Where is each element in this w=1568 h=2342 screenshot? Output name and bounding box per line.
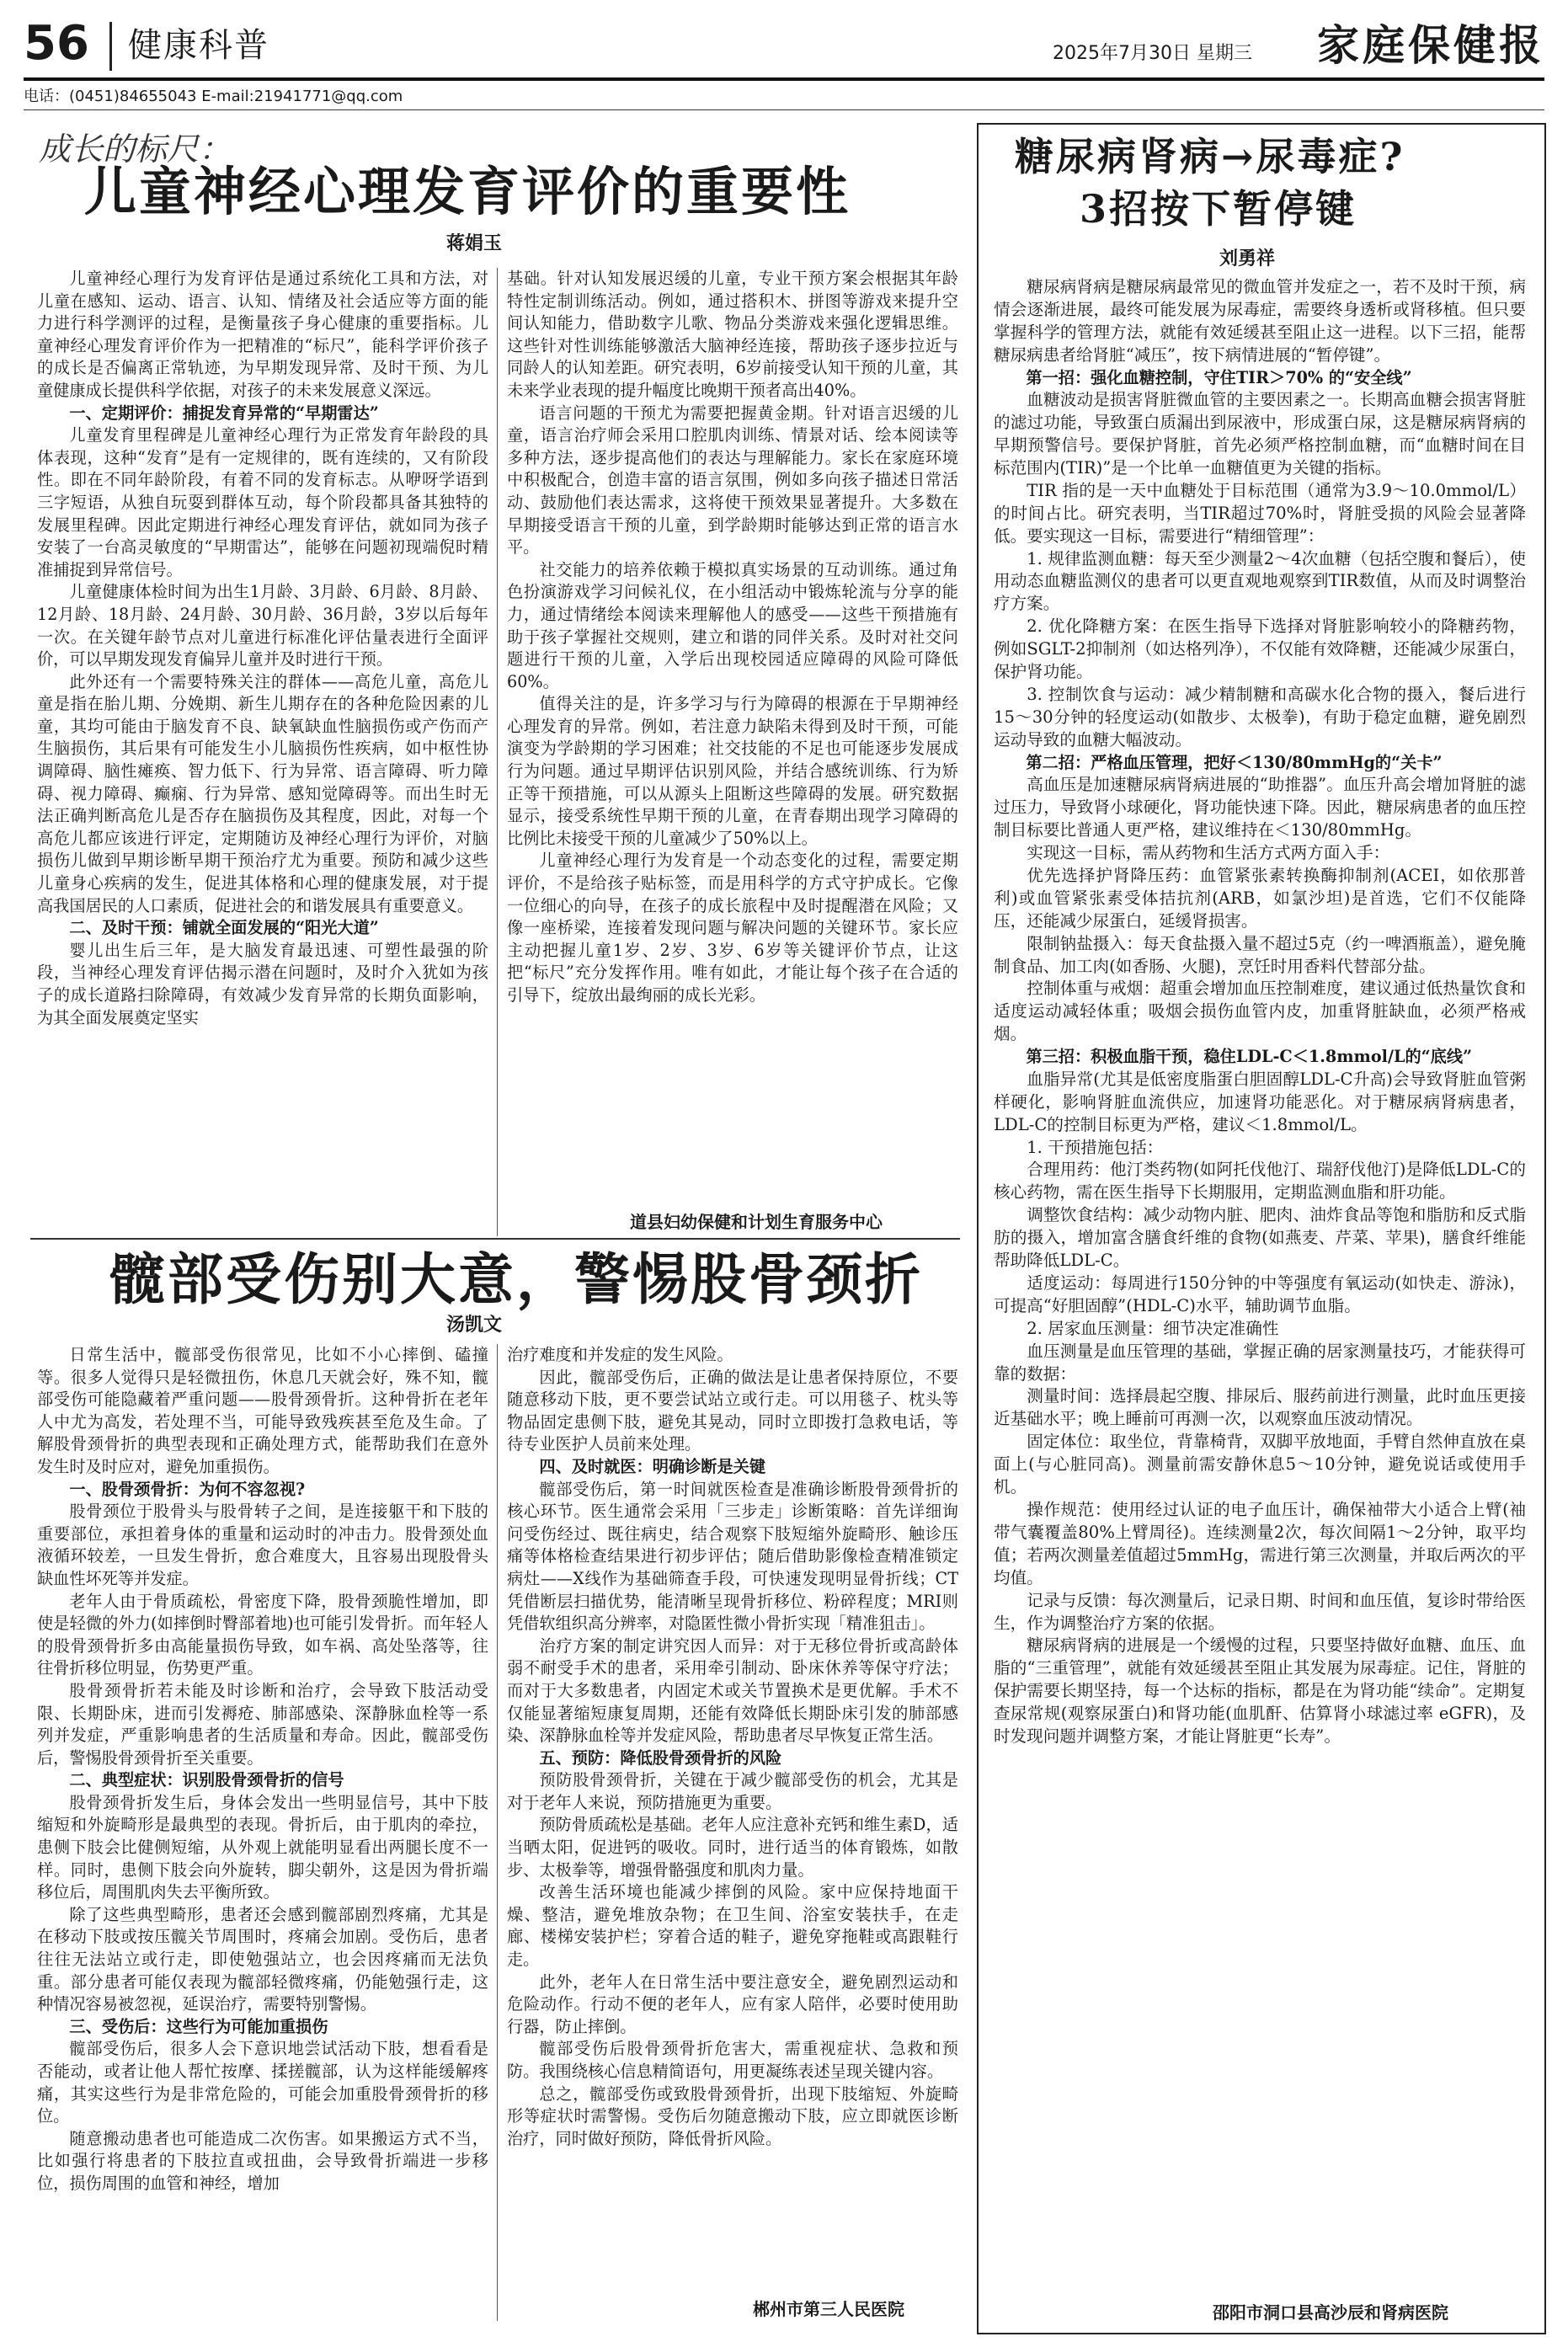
page-number: 56 — [24, 16, 89, 71]
section-title: 健康科普 — [128, 26, 269, 65]
paragraph: 社交能力的培养依赖于模拟真实场景的互动训练。通过角色扮演游戏学习问候礼仪，在小组活动中锻炼轮流与分享的能力，通过情绪绘本阅读来理解他人的感受——这些干预措施有助于孩子掌握社交规则，建立和谐的同伴关系。及时对社交问题进行干预的儿童，入学后出现校园适应障碍的风险可降低60%。 — [507, 559, 958, 691]
section-heading: 二、及时干预：铺就全面发展的“阳光大道” — [69, 918, 379, 938]
article1-column-1 — [37, 268, 488, 1236]
paragraph: 随意搬动患者也可能造成二次伤害。如果搬运方式不当，比如强行将患者的下肢拉直或扭曲，会导致骨折端进一步移位，损伤周围的血管和神经，增加 — [37, 2128, 488, 2193]
paragraph: 预防股骨颈骨折，关键在于减少髋部受伤的机会，尤其是对于老年人来说，预防措施更为重要。 — [507, 1770, 958, 1812]
article3-body — [994, 276, 1526, 2289]
article1-source: 道县妇幼保健和计划生育服务中心 — [630, 1212, 883, 1232]
paragraph: 限制钠盐摄入：每天食盐摄入量不超过5克（约一啤酒瓶盖），避免腌制食品、加工肉(如香肠、火腿)，烹饪时用香料代替部分盐。 — [994, 933, 1526, 976]
masthead — [24, 17, 1544, 76]
paragraph: 总之，髋部受伤或致股骨颈骨折，出现下肢缩短、外旋畸形等症状时需警惕。受伤后勿随意搬动下肢，应立即就医诊断治疗，同时做好预防，降低骨折风险。 — [507, 2083, 958, 2148]
article1-kicker: 成长的标尺： — [39, 131, 232, 168]
paragraph: 糖尿病肾病是糖尿病最常见的微血管并发症之一，若不及时干预，病情会逐渐进展，最终可能发展为尿毒症，需要终身透析或肾移植。但只要掌握科学的管理方法，就能有效延缓甚至阻止这一进程。以下三招，能帮糖尿病患者给肾脏“减压”，按下病情进展的“暂停键”。 — [994, 277, 1526, 365]
paragraph: 血糖波动是损害肾脏微血管的主要因素之一。长期高血糖会损害肾脏的滤过功能，导致蛋白质漏出到尿液中，形成蛋白尿，这是糖尿病肾病的早期预警信号。要保护肾脏，首先必须严格控制血糖，而“血糖时间在目标范围内(TIR)”是一个比单一血糖值更为关键的指标。 — [994, 390, 1526, 477]
section-heading: 三、受伤后：这些行为可能加重损伤 — [69, 2016, 328, 2036]
paragraph: 儿童神经心理行为发育是一个动态变化的过程，需要定期评价，不是给孩子贴标签，而是用科学的方式守护成长。它像一位细心的向导，在孩子的成长旅程中及时提醒潜在风险；又像一座桥梁，连接着发现问题与解决问题的关键环节。家长应主动把握儿童1岁、2岁、3岁、6岁等关键评价节点，让这把“标尺”充分发挥作用。唯有如此，才能让每个孩子在合适的引导下，绽放出最绚丽的成长光彩。 — [507, 851, 958, 1005]
paragraph: 实现这一目标，需从药物和生活方式两方面入手： — [1027, 843, 1390, 863]
contact-info: 电话：(0451)84655043 E-mail:21941771@qq.com — [24, 88, 403, 105]
paragraph: 高血压是加速糖尿病肾病进展的“助推器”。血压升高会增加肾脏的滤过压力，导致肾小球硬化，肾功能快速下降。因此，糖尿病患者的血压控制目标要比普通人更严格，建议维持在＜130/80mmHg。 — [994, 775, 1526, 840]
paragraph: 2. 居家血压测量：细节决定准确性 — [1027, 1318, 1279, 1338]
paragraph: 治疗方案的制定讲究因人而异：对于无移位骨折或高龄体弱不耐受手术的患者，采用牵引制动、卧床休养等保守疗法；而对于大多数患者，内固定术或关节置换术是更优解。手术不仅能显著缩短康复周期，还能有效降低长期卧床引发的肺部感染、深静脉血栓等并发症风险，帮助患者尽早恢复正常生活。 — [507, 1635, 958, 1746]
paragraph: 值得关注的是，许多学习与行为障碍的根源在于早期神经心理发育的异常。例如，若注意力缺陷未得到及时干预，可能演变为学龄期的学习困难；社交技能的不足也可能逐步发展成行为问题。通过早期评估识别风险，并结合感统训练、行为矫正等干预措施，可以从源头上阻断这些障碍的发展。研究数据显示，接受系统性早期干预的儿童，在青春期出现学习障碍的比例比未接受干预的儿童减少了50%以上。 — [507, 694, 958, 848]
paragraph: 除了这些典型畸形，患者还会感到髋部剧烈疼痛，尤其是在移动下肢或按压髋关节周围时，疼痛会加剧。受伤后，患者往往无法站立或行走，即使勉强站立，也会因疼痛而无法负重。部分患者可能仅表现为髋部轻微疼痛，仍能勉强行走，这种情况容易被忽视，延误治疗，需要特别警惕。 — [37, 1904, 488, 2014]
contact-rule — [24, 109, 1544, 110]
section-heading: 第一招：强化血糖控制，守住TIR＞70% 的“安全线” — [1026, 367, 1412, 387]
paragraph: TIR 指的是一天中血糖处于目标范围（通常为3.9～10.0mmol/L）的时间占比。研究表明，当TIR超过70%时，肾脏受损的风险会显著降低。要实现这一目标，需要进行“精细管理”： — [994, 480, 1526, 546]
paragraph: 调整饮食结构：减少动物内脏、肥肉、油炸食品等饱和脂肪和反式脂肪的摄入，增加富含膳食纤维的食物(如燕麦、芹菜、苹果)，膳食纤维能帮助降低LDL-C。 — [994, 1205, 1526, 1271]
paragraph: 1. 规律监测血糖：每天至少测量2～4次血糖（包括空腹和餐后），使用动态血糖监测仪的患者可以更直观地观察到TIR数值，从而及时调整治疗方案。 — [994, 548, 1526, 614]
paragraph: 操作规范：使用经过认证的电子血压计，确保袖带大小适合上臂(袖带气囊覆盖80%上臂周径)。连续测量2次，每次间隔1～2分钟，取平均值；若两次测量差值超过5mmHg，需进行第三次测量，并取后两次的平均值。 — [994, 1500, 1526, 1587]
paragraph: 此外，老年人在日常生活中要注意安全，避免剧烈运动和危险动作。行动不便的老年人，应有家人陪伴，必要时使用助行器，防止摔倒。 — [507, 1971, 958, 2036]
section-heading: 第二招：严格血压管理，把好＜130/80mmHg的“关卡” — [1026, 752, 1443, 772]
article2-column-1 — [37, 1344, 488, 2321]
article3-byline: 刘勇祥 — [1219, 248, 1276, 269]
paragraph: 2. 优化降糖方案：在医生指导下选择对肾脏影响较小的降糖药物，例如SGLT-2抑制剂（如达格列净），不仅能有效降糖，还能减少尿蛋白，保护肾功能。 — [994, 616, 1526, 682]
paragraph: 此外还有一个需要特殊关注的群体——高危儿童，高危儿童是指在胎儿期、分娩期、新生儿期存在的各种危险因素的儿童，其均可能由于脑发育不良、缺氧缺血性脑损伤或产伤而产生脑损伤，其后果有可能发生小儿脑损伤性疾病，如中枢性协调障碍、脑性瘫痪、智力低下、行为异常、语言障碍、听力障碍、视力障碍、癫痫、行为异常、感知觉障碍等。而出生时无法正确判断高危儿是否存在脑损伤及其程度，因此，对每一个高危儿都应该进行评定，定期随访及神经心理行为评价，对脑损伤儿做到早期诊断早期干预治疗尤为重要。预防和减少这些儿童身心疾病的发生，促进其体格和心理的健康发展，对于提高我国居民的人口素质，促进社会的和谐发展具有重要意义。 — [37, 671, 488, 915]
paragraph: 3. 控制饮食与运动：减少精制糖和高碳水化合物的摄入，餐后进行15～30分钟的轻度运动(如散步、太极拳)，有助于稳定血糖，避免剧烈运动导致的血糖大幅波动。 — [994, 685, 1526, 750]
article1-title: 儿童神经心理发育评价的重要性 — [84, 161, 851, 222]
paragraph: 语言问题的干预尤为需要把握黄金期。针对语言迟缓的儿童，语言治疗师会采用口腔肌肉训练、情景对话、绘本阅读等多种方法，逐步提高他们的表达与理解能力。家长在家庭环境中积极配合，创造丰富的语言氛围，例如多向孩子描述日常活动、鼓励他们表达需求，这将使干预效果显著提升。大多数在早期接受语言干预的儿童，到学龄期时能够达到正常的语言水平。 — [507, 403, 958, 557]
paragraph: 日常生活中，髋部受伤很常见，比如不小心摔倒、磕撞等。很多人觉得只是轻微扭伤，休息几天就会好，殊不知，髋部受伤可能隐藏着严重问题——股骨颈骨折。这种骨折在老年人中尤为高发，若处理不当，可能导致残疾甚至危及生命。了解股骨颈骨折的典型表现和正确处理方式，能帮助我们在意外发生时及时应对，避免加重损伤。 — [37, 1345, 488, 1476]
article3-title-line2: 3招按下暂停键 — [1080, 186, 1357, 232]
paragraph: 髋部受伤后股骨颈骨折危害大，需重视症状、急救和预防。我围绕核心信息精简语句，用更凝练表述呈现关键内容。 — [507, 2039, 958, 2081]
header-rule — [24, 77, 1544, 81]
article2-byline: 汤凯文 — [446, 1315, 503, 1336]
paragraph: 基础。针对认知发展迟缓的儿童，专业干预方案会根据其年龄特性定制训练活动。例如，通过搭积木、拼图等游戏来提升空间认知能力，借助数字儿歌、物品分类游戏来强化逻辑思维。这些针对性训练能够激活大脑神经连接，帮助孩子逐步拉近与同龄人的认知差距。研究表明，6岁前接受认知干预的儿童，其未来学业表现的提升幅度比晚期干预者高出40%。 — [507, 269, 958, 400]
paragraph: 治疗难度和并发症的发生风险。 — [507, 1345, 733, 1364]
paragraph: 儿童发育里程碑是儿童神经心理行为正常发育年龄段的具体表现，这种“发育”是有一定规律的，既有连续的，又有阶段性。即在不同年龄阶段，有着不同的发育标志。从咿呀学语到三字短语，从独自玩耍到群体互动，每个阶段都具备其独特的发展里程碑。因此定期进行神经心理发育评估，就如同为孩子安装了一台高灵敏度的“早期雷达”，能够在问题初现端倪时精准捕捉到异常信号。 — [37, 425, 488, 579]
paragraph: 股骨颈位于股骨头与股骨转子之间，是连接躯干和下肢的重要部位，承担着身体的重量和运动时的冲击力。股骨颈处血液循环较差，一旦发生骨折，愈合难度大，且容易出现股骨头缺血性坏死等并发症。 — [37, 1502, 488, 1588]
paragraph: 合理用药：他汀类药物(如阿托伐他汀、瑞舒伐他汀)是降低LDL-C的核心药物，需在医生指导下长期服用，定期监测血脂和肝功能。 — [994, 1160, 1526, 1203]
issue-date: 2025年7月30日 星期三 — [1053, 43, 1252, 64]
section-heading: 五、预防：降低股骨颈骨折的风险 — [539, 1747, 782, 1768]
paragraph: 血压测量是血压管理的基础，掌握正确的居家测量技巧，才能获得可靠的数据： — [994, 1341, 1526, 1384]
article2-column-2 — [507, 1344, 958, 2286]
paragraph: 预防骨质疏松是基础。老年人应注意补充钙和维生素D，适当晒太阳，促进钙的吸收。同时，进行适当的体育锻炼，如散步、太极拳等，增强骨骼强度和肌肉力量。 — [507, 1815, 958, 1880]
article2-title: 髋部受伤别大意，警惕股骨颈折 — [109, 1246, 923, 1312]
paragraph: 髋部受伤后，很多人会下意识地尝试活动下肢，想看看是否能动，或者让他人帮忙按摩、揉搓髋部，认为这样能缓解疼痛，其实这些行为是非常危险的，可能会加重股骨颈骨折的移位。 — [37, 2039, 488, 2126]
paragraph: 固定体位：取坐位，背靠椅背，双脚平放地面，手臂自然伸直放在桌面上(与心脏同高)。测量前需安静休息5～10分钟，避免说话或使用手机。 — [994, 1432, 1526, 1497]
paragraph: 适度运动：每周进行150分钟的中等强度有氧运动(如快走、游泳)，可提高“好胆固醇”(HDL-C)水平，辅助调节血脂。 — [994, 1272, 1526, 1315]
paragraph: 1. 干预措施包括： — [1027, 1137, 1164, 1157]
paragraph: 血脂异常(尤其是低密度脂蛋白胆固醇LDL-C升高)会导致肾脏血管粥样硬化，影响肾脏血流供应，加速肾功能恶化。对于糖尿病肾病患者，LDL-C的控制目标更为严格，建议＜1.8mmol/L。 — [994, 1069, 1526, 1134]
paragraph: 记录与反馈：每次测量后，记录日期、时间和血压值，复诊时带给医生，作为调整治疗方案的依据。 — [994, 1590, 1526, 1633]
article-separator — [30, 1238, 960, 1240]
article1-byline: 蒋娟玉 — [446, 233, 503, 254]
article1-column-divider — [497, 268, 498, 1236]
section-heading: 二、典型症状：识别股骨颈骨折的信号 — [69, 1770, 344, 1790]
article3-title-line1: 糖尿病肾病→尿毒症? — [1015, 134, 1405, 179]
paragraph: 股骨颈骨折发生后，身体会发出一些明显信号，其中下肢缩短和外旋畸形是最典型的表现。骨折后，由于肌肉的牵拉，患侧下肢会比健侧短缩，从外观上就能明显看出两腿长度不一样。同时，患侧下肢会向外旋转，脚尖朝外，这是因为骨折端移位后，周围肌肉失去平衡所致。 — [37, 1792, 488, 1902]
section-heading: 一、定期评价：捕捉发育异常的“早期雷达” — [69, 403, 379, 423]
paragraph: 改善生活环境也能减少摔倒的风险。家中应保持地面干燥、整洁，避免堆放杂物；在卫生间、浴室安装扶手，在走廊、楼梯安装护栏；穿着合适的鞋子，避免穿拖鞋或高跟鞋行走。 — [507, 1882, 958, 1970]
article1-column-2 — [507, 268, 958, 1236]
paragraph: 股骨颈骨折若未能及时诊断和治疗，会导致下肢活动受限、长期卧床，进而引发褥疮、肺部感染、深静脉血栓等一系列并发症，严重影响患者的生活质量和寿命。因此，髋部受伤后，警惕股骨颈骨折至关重要。 — [37, 1680, 488, 1768]
paragraph: 优先选择护肾降压药：血管紧张素转换酶抑制剂(ACEI，如依那普利)或血管紧张素受体拮抗剂(ARB，如氯沙坦)是首选，它们不仅能降压，还能减少尿蛋白，延缓肾损害。 — [994, 865, 1526, 931]
paragraph: 老年人由于骨质疏松，骨密度下降，股骨颈脆性增加，即使是轻微的外力(如摔倒时臀部着地)也可能引发骨折。而年轻人的股骨颈骨折多由高能量损伤导致，如车祸、高处坠落等，往往骨折移位明显，伤势更严重。 — [37, 1591, 488, 1678]
section-heading: 一、股骨颈骨折：为何不容忽视? — [69, 1479, 306, 1499]
paragraph: 测量时间：选择晨起空腹、排尿后、服药前进行测量，此时血压更接近基础水平；晚上睡前可再测一次，以观察血压波动情况。 — [994, 1386, 1526, 1429]
section-heading: 四、及时就医：明确诊断是关键 — [539, 1456, 766, 1476]
paragraph: 婴儿出生后三年，是大脑发育最迅速、可塑性最强的阶段，当神经心理发育评估揭示潜在问题时，及时介入犹如为孩子的成长道路扫除障碍，有效减少发育异常的长期负面影响，为其全面发展奠定坚实 — [37, 940, 488, 1027]
paragraph: 髋部受伤后，第一时间就医检查是准确诊断股骨颈骨折的核心环节。医生通常会采用「三步走」诊断策略：首先详细询问受伤经过、既往病史，结合观察下肢短缩外旋畸形、触诊压痛等体格检查结果进行初步评估；随后借助影像检查精准锁定病灶——X线作为基础筛查手段，可快速发现明显骨折线；CT凭借断层扫描优势，能清晰呈现骨折移位、粉碎程度；MRI则凭借软组织高分辨率，对隐匿性微小骨折实现「精准狙击」。 — [507, 1479, 958, 1634]
article2-column-divider — [497, 1344, 498, 2321]
article2-source: 郴州市第三人民医院 — [753, 2299, 904, 2319]
article3-source: 邵阳市洞口县高沙辰和肾病医院 — [1213, 2302, 1448, 2323]
paragraph: 控制体重与戒烟：超重会增加血压控制难度，建议通过低热量饮食和适度运动减轻体重；吸烟会损伤血管内皮，加重肾脏缺血，必须严格戒烟。 — [994, 979, 1526, 1044]
paragraph: 糖尿病肾病的进展是一个缓慢的过程，只要坚持做好血糖、血压、血脂的“三重管理”，就能有效延缓甚至阻止其发展为尿毒症。记住，肾脏的保护需要长期坚持，每一个达标的指标，都是在为肾功能“续命”。定期复查尿常规(观察尿蛋白)和肾功能(血肌酐、估算肾小球滤过率 eGFR)，及时发现问题并调整方案，才能让肾脏更“长寿”。 — [994, 1635, 1526, 1747]
masthead-divider — [109, 22, 112, 71]
newspaper-name: 家庭保健报 — [1317, 20, 1544, 70]
paragraph: 因此，髋部受伤后，正确的做法是让患者保持原位，不要随意移动下肢，更不要尝试站立或行走。可以用毯子、枕头等物品固定患侧下肢，避免其晃动，同时立即拨打急救电话，等待专业医护人员前来处理。 — [507, 1367, 958, 1454]
paragraph: 儿童健康体检时间为出生1月龄、3月龄、6月龄、8月龄、12月龄、18月龄、24月龄、30月龄、36月龄，3岁以后每年一次。在关键年龄节点对儿童进行标准化评估量表进行全面评价，可以早期发现发育偏异儿童并及时进行干预。 — [37, 582, 488, 670]
paragraph: 儿童神经心理行为发育评估是通过系统化工具和方法，对儿童在感知、运动、语言、认知、情绪及社会适应等方面的能力进行科学测评的过程，是衡量孩子身心健康的重要指标。儿童神经心理发育评价作为一把精准的“标尺”，能科学评价孩子的成长是否偏离正常轨迹，为早期发现异常、及时干预、为儿童健康成长提供科学依据，对孩子的未来发展意义深远。 — [37, 269, 488, 400]
section-heading: 第三招：积极血脂干预，稳住LDL-C＜1.8mmol/L的“底线” — [1026, 1047, 1473, 1067]
